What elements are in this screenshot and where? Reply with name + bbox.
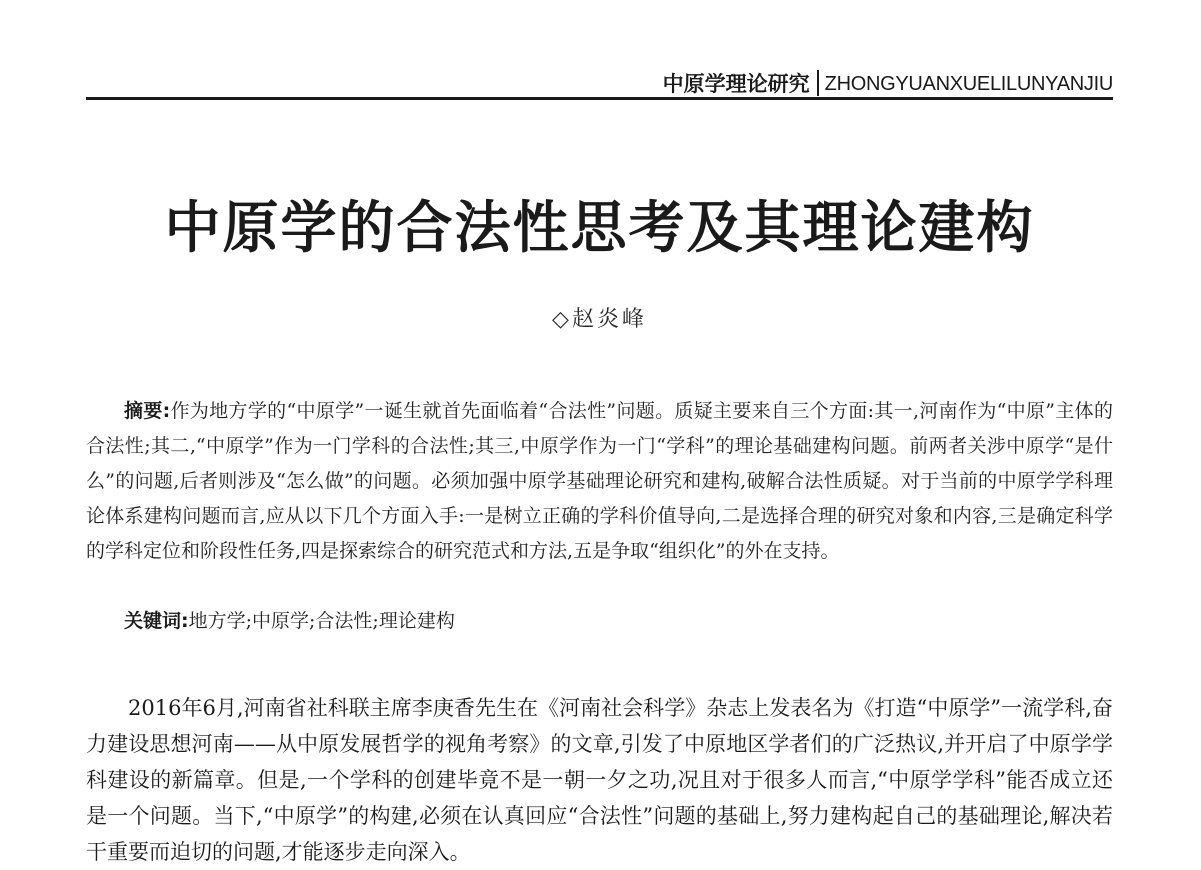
journal-name-chinese: 中原学理论研究 [662,72,810,96]
article-author: ◇赵炎峰 [552,307,647,332]
keywords-label: 关键词: [124,610,189,632]
body-paragraph: 2016年6月,河南省社科联主席李庚香先生在《河南社会科学》杂志上发表名为《打造“中原学”一流学科,奋力建设思想河南——从中原发展哲学的视角考察》的文章,引发了中原地区学者们的广泛热议,并开启了中原学学科建设的新篇章。但是,一个学科的创建毕竟不是一朝一夕之功,况且对于很多人而言,“中原学学科”能否成立还是一个问题。当下,“中原学”的构建,必须在认真回应“合法性”问题的基础上,努力建构起自己的基础理论,解决若干重要而迫切的问题,才能逐步走向深入。 [86,696,1113,864]
keywords-text: 地方学;中原学;合法性;理论建构 [188,610,455,632]
abstract-label: 摘要: [124,400,171,422]
header-rule [86,97,1113,100]
journal-header [86,66,1113,96]
journal-name-pinyin: ZHONGYUANXUELILUNYANJIU [824,73,1113,95]
abstract-text: 作为地方学的“中原学”一诞生就首先面临着“合法性”问题。质疑主要来自三个方面:其一,河南作为“中原”主体的合法性;其二,“中原学”作为一门学科的合法性;其三,中原学作为一门“学科”的理论基础建构问题。前两者关涉中原学“是什么”的问题,后者则涉及“怎么做”的问题。必须加强中原学基础理论研究和建构,破解合法性质疑。对于当前的中原学学科理论体系建构问题而言,应从以下几个方面入手:一是树立正确的学科价值导向,二是选择合理的研究对象和内容,三是确定科学的学科定位和阶段性任务,四是探索综合的研究范式和方法,五是争取“组织化”的外在支持。 [86,400,1113,562]
article-title: 中原学的合法性思考及其理论建构 [164,195,1035,261]
abstract-paragraph [86,394,1113,569]
header-divider [817,70,819,96]
keywords-paragraph [86,604,1113,639]
